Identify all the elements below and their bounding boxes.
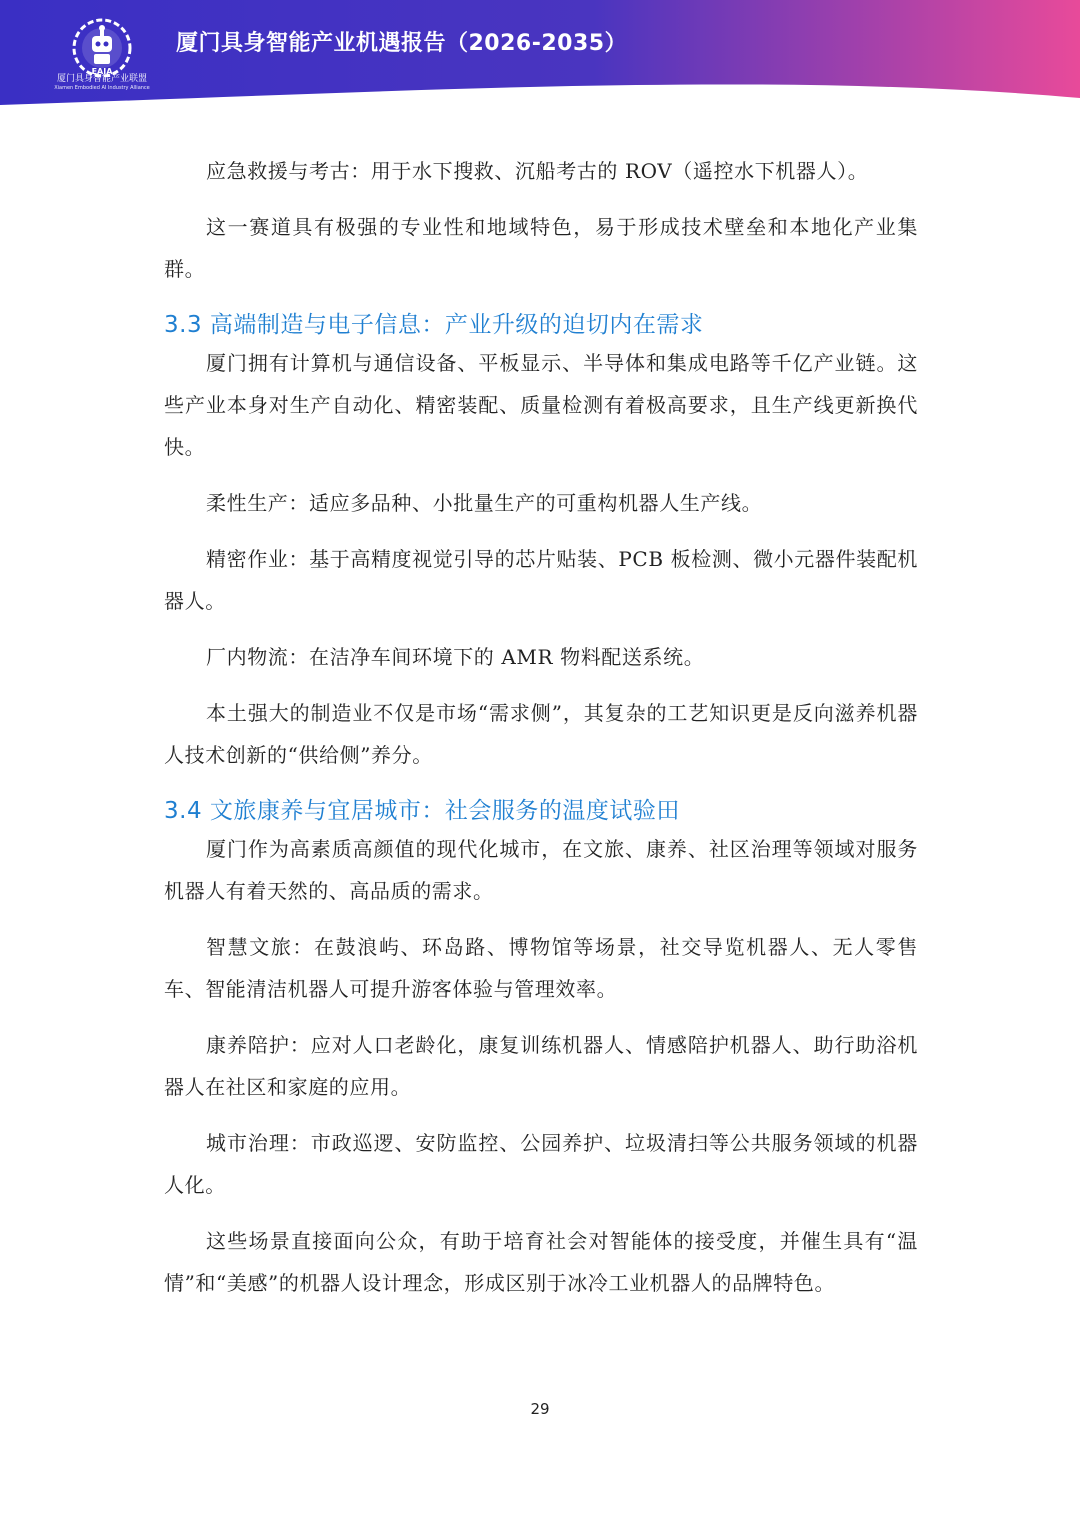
paragraph: 城市治理：市政巡逻、安防监控、公园养护、垃圾清扫等公共服务领域的机器人化。 [164, 1131, 918, 1197]
logo-org-name-en: Xiamen Embodied AI Industry Alliance [54, 85, 150, 91]
logo-org-name [50, 74, 154, 92]
report-title: 厦门具身智能产业机遇报告（2026-2035） [176, 31, 628, 56]
paragraph: 康养陪护：应对人口老龄化，康复训练机器人、情感陪护机器人、助行助浴机器人在社区和家庭的应用。 [164, 1033, 918, 1099]
page-header [0, 0, 1080, 105]
paragraph: 智慧文旅：在鼓浪屿、环岛路、博物馆等场景，社交导览机器人、无人零售车、智能清洁机器人可提升游客体验与管理效率。 [164, 935, 918, 1001]
page-body [164, 150, 918, 1318]
paragraph: 厦门拥有计算机与通信设备、平板显示、半导体和集成电路等千亿产业链。这些产业本身对生产自动化、精密装配、质量检测有着极高要求，且生产线更新换代快。 [164, 351, 918, 459]
paragraph: 精密作业：基于高精度视觉引导的芯片贴装、PCB 板检测、微小元器件装配机器人。 [164, 547, 918, 613]
paragraph: 柔性生产：适应多品种、小批量生产的可重构机器人生产线。 [206, 491, 763, 515]
section-heading-3-4: 3.4 文旅康养与宜居城市：社会服务的温度试验田 [164, 798, 680, 824]
paragraph: 这些场景直接面向公众，有助于培育社会对智能体的接受度，并催生具有“温情”和“美感”的机器人设计理念，形成区别于冰冷工业机器人的品牌特色。 [164, 1229, 918, 1295]
paragraph: 本土强大的制造业不仅是市场“需求侧”，其复杂的工艺知识更是反向滋养机器人技术创新的“供给侧”养分。 [164, 701, 918, 767]
section-heading-3-3: 3.3 高端制造与电子信息：产业升级的迫切内在需求 [164, 312, 704, 338]
logo-badge: EAIA [91, 67, 113, 76]
paragraph: 厂内物流：在洁净车间环境下的 AMR 物料配送系统。 [206, 645, 705, 669]
paragraph: 应急救援与考古：用于水下搜救、沉船考古的 ROV（遥控水下机器人）。 [206, 159, 869, 183]
paragraph: 这一赛道具有极强的专业性和地域特色，易于形成技术壁垒和本地化产业集群。 [164, 215, 918, 281]
paragraph: 厦门作为高素质高颜值的现代化城市，在文旅、康养、社区治理等领域对服务机器人有着天然的、高品质的需求。 [164, 837, 918, 903]
page-number: 29 [530, 1400, 550, 1418]
logo-org-name-cn: 厦门具身智能产业联盟 [56, 74, 147, 84]
